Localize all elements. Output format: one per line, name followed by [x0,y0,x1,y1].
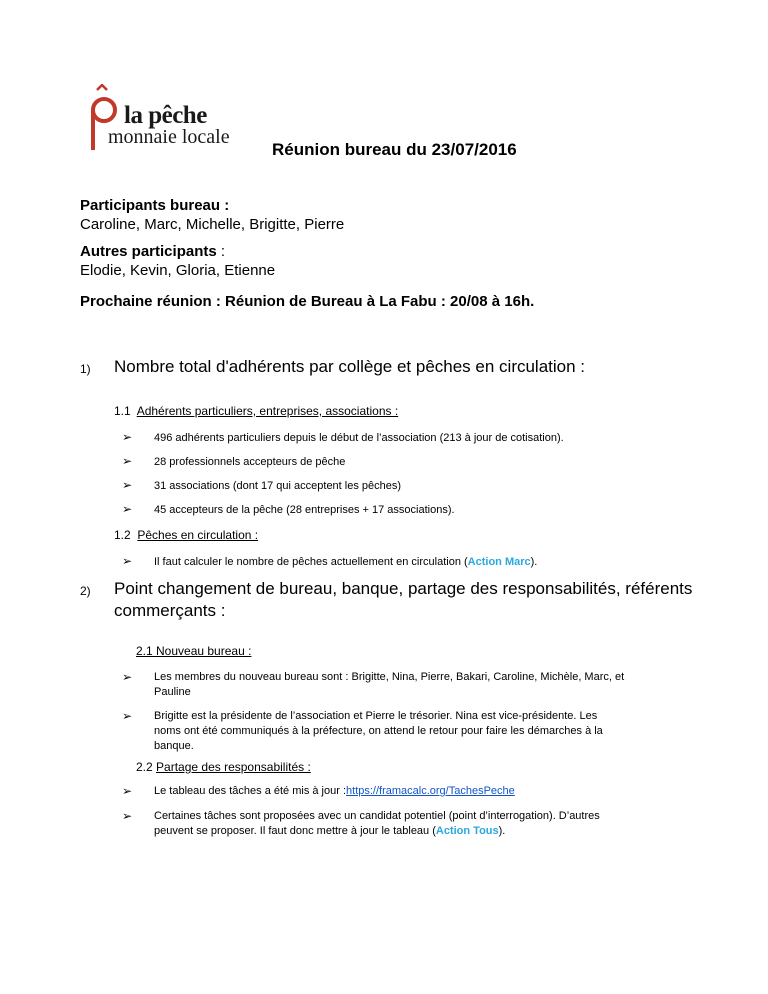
arrow-bullet-icon: ➢ [122,454,133,468]
list-item [154,670,624,700]
logo-line2: monnaie locale [108,126,230,148]
bullet-text: Le tableau des tâches a été mis à jour : [154,785,347,797]
bullet-line: Les membres du nouveau bureau sont : Brigitte, Nina, Pierre, Bakari, Caroline, Michèle, Marc, et [154,671,625,683]
list-item: 45 accepteurs de la pêche (28 entreprises + 17 associations). [154,504,455,516]
action-tous-label: Action Tous [435,825,499,837]
logo [88,84,228,156]
arrow-bullet-icon: ➢ [122,502,133,516]
list-item: 496 adhérents particuliers depuis le début de l’association (213 à jour de cotisation). [154,432,564,444]
section2-2-number: 2.2 [136,760,153,774]
arrow-bullet-icon: ➢ [122,670,133,684]
section2-1-title: 2.1 Nouveau bureau : [136,644,252,658]
bullet-text: peuvent se proposer. Il faut donc mettre à jour le tableau ( [154,825,436,837]
list-item: 31 associations (dont 17 qui acceptent les pêches) [154,480,402,492]
section2-2-heading [136,760,311,774]
bullet-line [154,824,600,839]
prochaine-reunion: Prochaine réunion : Réunion de Bureau à La Fabu : 20/08 à 16h. [80,293,535,310]
bullet-text-end: ). [530,556,538,568]
section2-title-line2: commerçants : [114,601,226,620]
bullet-line: noms ont été communiqués à la préfecture, on attend le retour pour faire les démarches à la [154,725,603,737]
list-item [154,809,600,839]
section2-title-line1: Point changement de bureau, banque, partage des responsabilités, référents [114,579,693,598]
autres-participants-names: Elodie, Kevin, Gloria, Etienne [80,262,276,279]
section2-number: 2) [80,584,91,598]
page-title: Réunion bureau du 23/07/2016 [272,140,517,159]
section2-2-title: Partage des responsabilités : [156,760,311,774]
participants-bureau-names: Caroline, Marc, Michelle, Brigitte, Pierre [80,216,345,233]
arrow-bullet-icon: ➢ [122,784,133,798]
section1-1-title: Adhérents particuliers, entreprises, associations : [136,404,399,418]
bullet-line: Pauline [154,686,191,698]
section1-1-number: 1.1 [114,404,131,418]
participants-bureau-label: Participants bureau : [80,197,230,214]
action-marc-label: Action Marc [467,556,531,568]
list-item [154,784,515,799]
arrow-bullet-icon: ➢ [122,554,133,568]
section1-title: Nombre total d'adhérents par collège et pêches en circulation : [114,357,586,376]
framacalc-link[interactable]: https://framacalc.org/TachesPeche [346,785,515,797]
arrow-bullet-icon: ➢ [122,809,133,823]
bullet-text-end: ). [498,825,506,837]
logo-line1: la pêche [124,102,207,129]
arrow-bullet-icon: ➢ [122,478,133,492]
participants-bureau [80,196,344,234]
section1-2-number: 1.2 [114,528,131,542]
autres-participants-label: Autres participants [80,243,217,260]
autres-participants [80,242,275,280]
section1-number: 1) [80,362,91,376]
bullet-line: Brigitte est la présidente de l’association et Pierre le trésorier. Nina est vice-présidente. Les [154,710,598,722]
section2-title [114,578,692,622]
list-item [154,555,537,570]
arrow-bullet-icon: ➢ [122,430,133,444]
arrow-bullet-icon: ➢ [122,709,133,723]
section1-1-heading [114,404,398,418]
section1-2-heading [114,528,258,542]
list-item: 28 professionnels accepteurs de pêche [154,456,346,468]
autres-participants-suffix: : [216,243,226,260]
bullet-text: Il faut calculer le nombre de pêches actuellement en circulation ( [154,556,468,568]
bullet-line: banque. [154,740,194,752]
bullet-line: Certaines tâches sont proposées avec un candidat potentiel (point d’interrogation). D’autres [154,810,600,822]
section1-2-title: Pêches en circulation : [137,528,259,542]
list-item [154,709,603,754]
